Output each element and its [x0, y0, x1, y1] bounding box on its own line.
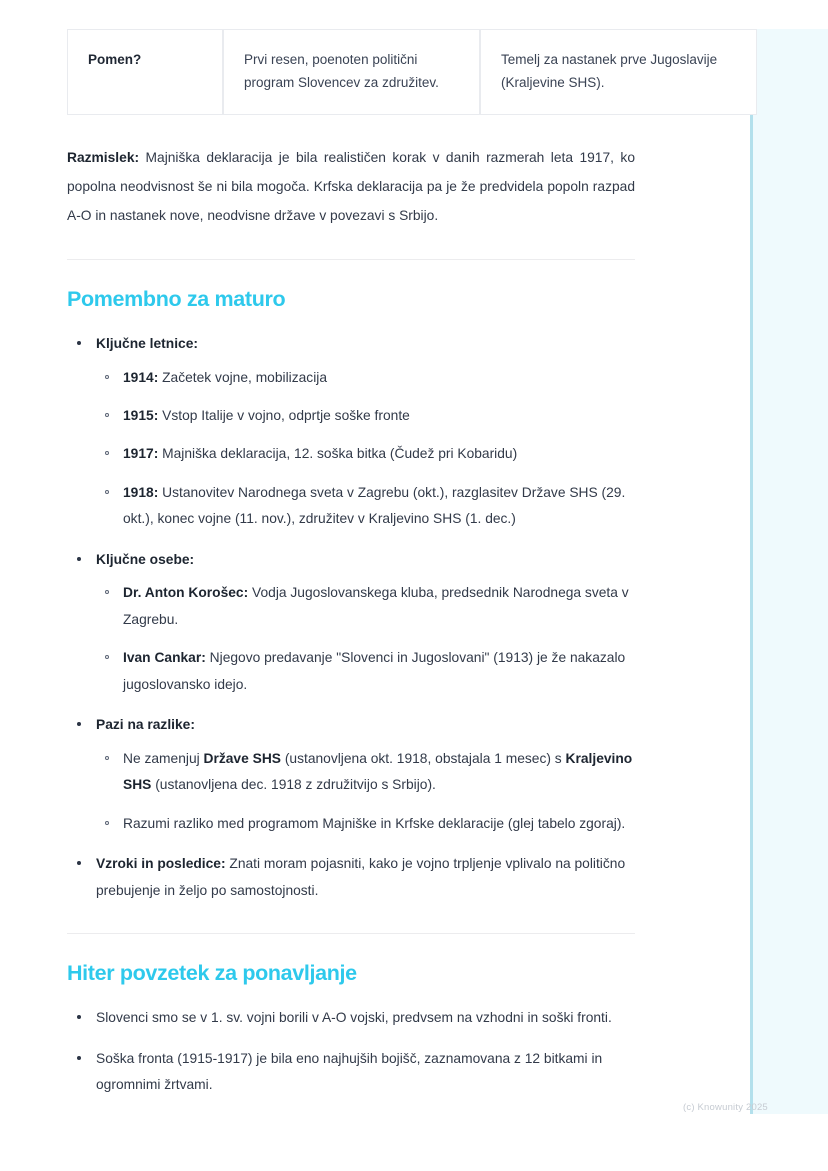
person-text: Njegovo predavanje "Slovenci in Jugoslovani" (1913) je že nakazalo jugoslovansko idejo.	[123, 650, 626, 692]
group-text: Znati moram pojasniti, kako je vojno trpljenje vplivalo na politično prebujenje in željo po samostojnosti.	[96, 856, 626, 898]
list-item-kljucne-osebe	[67, 547, 635, 698]
watermark-knowunity: (c) Knowunity 2025	[683, 1102, 768, 1113]
difference-text: Razumi razliko med programom Majniške in Krfske deklaracije (glej tabelo zgoraj).	[123, 815, 626, 831]
list-item-year-1915	[96, 403, 635, 429]
year-text: Majniška deklaracija, 12. soška bitka (Čudež pri Kobaridu)	[158, 446, 518, 462]
section-divider-top	[67, 259, 635, 260]
table-cell-majniska: Prvi resen, poenoten politični program Slovencev za združitev.	[223, 29, 480, 115]
year-text: Vstop Italije v vojno, odprtje soške fronte	[158, 407, 410, 423]
group-label: Pazi na razlike:	[96, 717, 195, 733]
kljucne-osebe-sublist	[96, 580, 635, 698]
list-item-vzroki-in-posledice	[67, 851, 635, 904]
matura-list	[67, 331, 635, 904]
pazi-na-razlike-sublist	[96, 746, 635, 837]
document-content	[67, 29, 718, 1099]
difference-suffix: (ustanovljena dec. 1918 z združitvijo s Srbijo).	[151, 777, 436, 793]
table-cell-krfska: Temelj za nastanek prve Jugoslavije (Kraljevine SHS).	[480, 29, 757, 115]
list-item-pazi-na-razlike	[67, 712, 635, 837]
reflection-paragraph	[67, 144, 635, 230]
summary-list	[67, 1005, 635, 1098]
list-item-drzava-vs-kraljevina	[96, 746, 635, 799]
list-item-summary-2: Soška fronta (1915-1917) je bila eno najhujših bojišč, zaznamovana z 12 bitkami in ogromnimi žrtvami.	[67, 1046, 635, 1099]
heading-pomembno-za-maturo: Pomembno za maturo	[67, 287, 286, 312]
year-text: Začetek vojne, mobilizacija	[158, 369, 327, 385]
group-label: Ključne letnice:	[96, 336, 198, 352]
year-text: Ustanovitev Narodnega sveta v Zagrebu (okt.), razglasitev Države SHS (29. okt.), konec vojne (11. nov.), združitev v Kraljevino SHS (1. dec.)	[123, 484, 626, 527]
difference-middle: (ustanovljena okt. 1918, obstajala 1 mesec) s	[280, 750, 566, 766]
group-label: Vzroki in posledice:	[96, 856, 226, 872]
difference-bold-kraljevina: Kraljevino SHS	[123, 750, 633, 793]
person-label: Ivan Cankar:	[123, 650, 206, 666]
list-item-year-1914	[96, 365, 635, 391]
person-label: Dr. Anton Korošec:	[123, 585, 249, 601]
section-divider-bottom	[67, 933, 635, 934]
year-label: 1914:	[123, 369, 159, 385]
difference-prefix: Ne zamenjuj	[123, 750, 204, 766]
list-item-razumi-razliko	[96, 811, 635, 837]
difference-bold-drzava: Države SHS	[203, 750, 281, 766]
table-row-header: Pomen?	[67, 29, 223, 115]
right-decorative-strip	[750, 29, 828, 1114]
list-item-year-1917	[96, 441, 635, 467]
list-item-person-korosec	[96, 580, 635, 633]
comparison-table	[67, 29, 757, 115]
table-row	[67, 29, 757, 115]
year-label: 1917:	[123, 446, 159, 462]
list-item-summary-1: Slovenci smo se v 1. sv. vojni borili v A-O vojski, predvsem na vzhodni in soški fronti.	[67, 1005, 635, 1031]
group-label: Ključne osebe:	[96, 551, 195, 567]
kljucne-letnice-sublist	[96, 365, 635, 533]
year-label: 1918:	[123, 484, 159, 500]
person-text: Vodja Jugoslovanskega kluba, predsednik Narodnega sveta v Zagrebu.	[123, 585, 629, 627]
heading-hiter-povzetek: Hiter povzetek za ponavljanje	[67, 961, 357, 986]
year-label: 1915:	[123, 407, 159, 423]
reflection-text: Majniška deklaracija je bila realističen korak v danih razmerah leta 1917, ko popolna neodvisnost še ni bila mogoča. Krfska deklaracija pa je že predvidela popoln razpad A-O in nastanek nove, neodvisne države v povezavi s Srbijo.	[67, 150, 635, 223]
reflection-label: Razmislek:	[67, 150, 140, 166]
list-item-year-1918	[96, 480, 635, 533]
list-item-kljucne-letnice	[67, 331, 635, 533]
list-item-person-cankar	[96, 645, 635, 698]
